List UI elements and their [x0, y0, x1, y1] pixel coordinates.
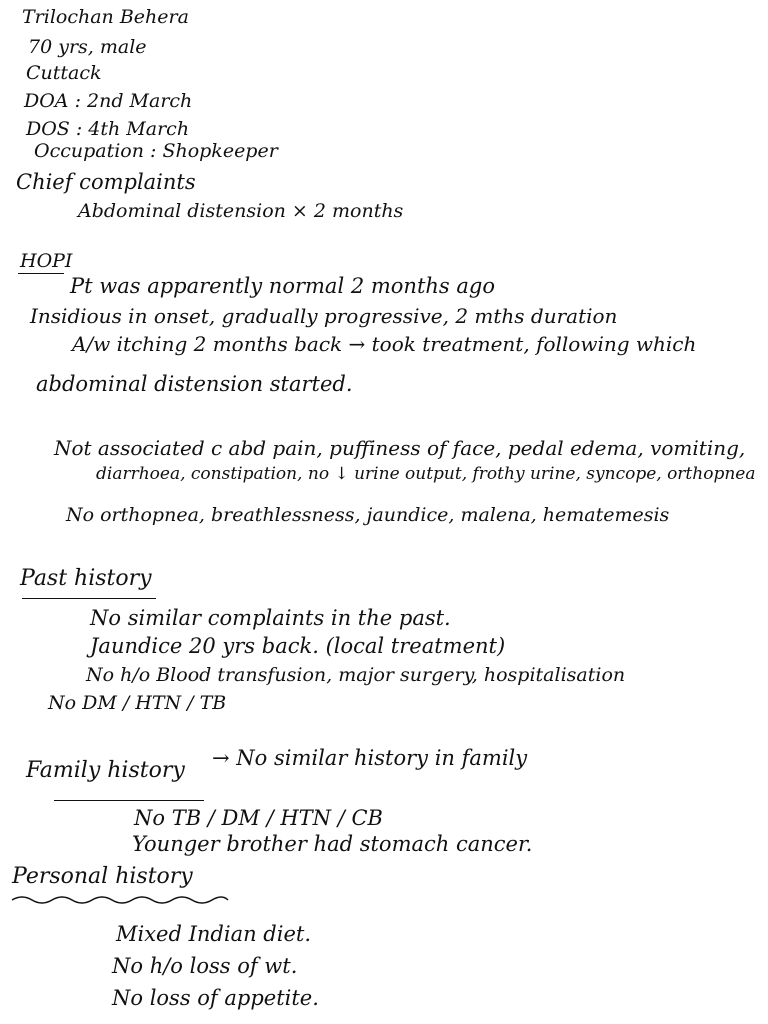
patient-place: Cuttack	[26, 62, 102, 84]
patient-name: Trilochan Behera	[22, 6, 189, 28]
hopi-line: diarrhoea, constipation, no ↓ urine output, frothy urine, syncope, orthopnea	[96, 464, 756, 484]
personal-history-line: No h/o loss of wt.	[112, 954, 298, 978]
personal-history-underline	[10, 892, 230, 908]
family-history-line: Younger brother had stomach cancer.	[132, 832, 533, 856]
hopi-heading: HOPI	[20, 250, 73, 272]
family-history-underline	[54, 800, 204, 801]
hopi-line: Pt was apparently normal 2 months ago	[70, 274, 495, 298]
hopi-line: Insidious in onset, gradually progressive, 2 mths duration	[30, 304, 618, 328]
past-history-line: No similar complaints in the past.	[90, 606, 451, 630]
past-history-underline	[22, 598, 156, 599]
chief-complaint-item: Abdominal distension × 2 months	[78, 200, 404, 222]
family-history-line: No TB / DM / HTN / CB	[134, 806, 383, 830]
patient-age-sex: 70 yrs, male	[28, 36, 147, 58]
past-history-line: No h/o Blood transfusion, major surgery, hospitalisation	[86, 664, 626, 686]
past-history-line: No DM / HTN / TB	[48, 692, 227, 714]
personal-history-line: Mixed Indian diet.	[116, 922, 312, 946]
family-history-heading: Family history	[26, 758, 185, 783]
hopi-line: No orthopnea, breathlessness, jaundice, malena, hematemesis	[66, 504, 670, 526]
family-history-inline: → No similar history in family	[212, 746, 528, 770]
hopi-line: A/w itching 2 months back → took treatment, following which	[72, 332, 697, 356]
chief-complaints-heading: Chief complaints	[16, 170, 196, 194]
personal-history-heading: Personal history	[12, 864, 193, 889]
date-of-admission: DOA : 2nd March	[24, 90, 193, 112]
hopi-line: Not associated c abd pain, puffiness of face, pedal edema, vomiting,	[54, 436, 746, 460]
personal-history-line: No loss of appetite.	[112, 986, 319, 1010]
occupation: Occupation : Shopkeeper	[34, 140, 278, 162]
hopi-underline	[18, 273, 64, 274]
past-history-line: Jaundice 20 yrs back. (local treatment)	[90, 634, 506, 658]
date-of-surgery: DOS : 4th March	[26, 118, 190, 140]
hopi-line: abdominal distension started.	[36, 372, 353, 396]
past-history-heading: Past history	[20, 566, 152, 591]
